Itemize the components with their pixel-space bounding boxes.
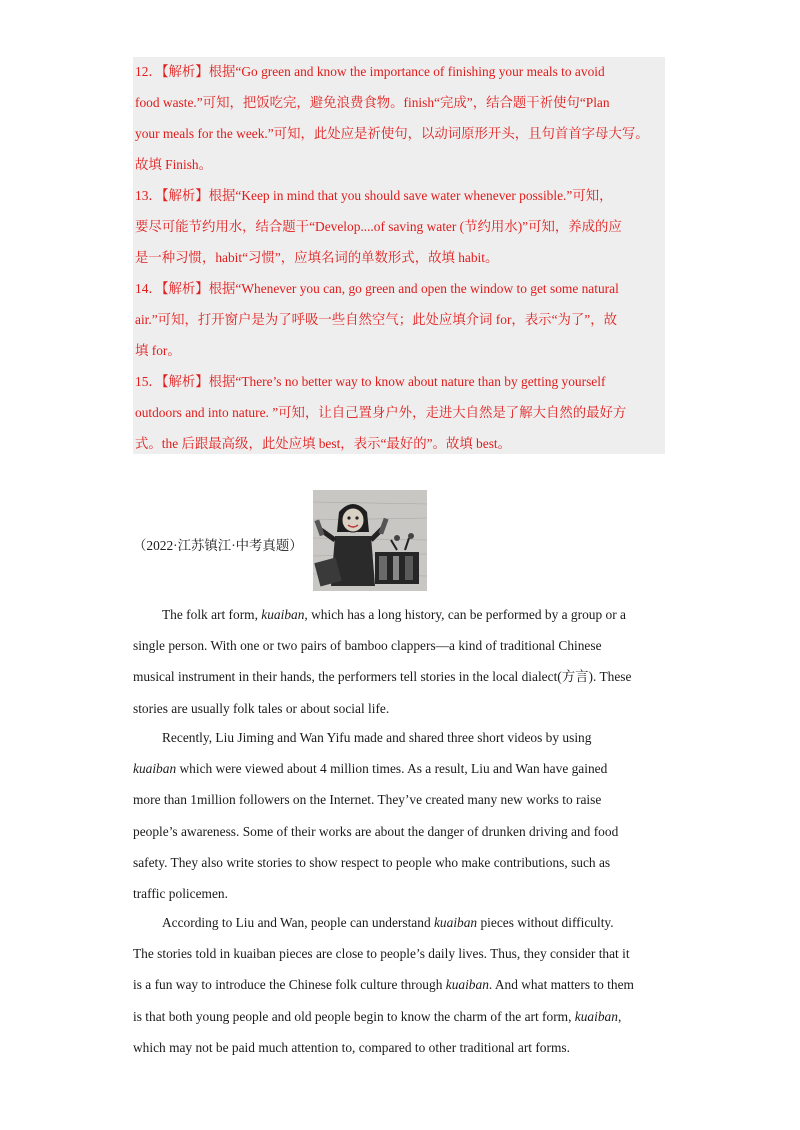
performer-illustration — [313, 490, 427, 591]
passage-line — [133, 760, 607, 778]
kuaiban-performer-drawing — [313, 490, 427, 591]
passage-text: traffic policemen. — [133, 886, 228, 901]
passage-line — [133, 637, 602, 655]
answer-line: 是一种习惯，habit“习惯”，应填名词的单数形式，故填 habit。 — [135, 250, 499, 265]
passage-text: more than 1million followers on the Internet. They’ve created many new works to raise — [133, 792, 602, 808]
passage-line — [133, 854, 610, 872]
answer-line: air.”可知，打开窗户是为了呼吸一些自然空气；此处应填介词 for，表示“为了”，故 — [135, 312, 618, 327]
passage-text: is that both young people and old people begin to know the charm of the art form, — [133, 1008, 575, 1024]
answer-line: outdoors and into nature. ”可知，让自己置身户外，走进大自然是了解大自然的最好方 — [135, 405, 627, 420]
passage-line — [133, 823, 618, 841]
passage-line — [133, 700, 389, 718]
passage-line — [133, 1008, 621, 1026]
answer-line: 14．【解析】根据“Whenever you can, go green and open the window to get some natural — [135, 281, 619, 296]
passage-text: pieces without difficulty. — [477, 915, 614, 930]
passage-text: safety. They also write stories to show respect to people who make contributions, such as — [133, 854, 611, 870]
answer-line: 式。the 后跟最高级，此处应填 best，表示“最好的”。故填 best。 — [135, 436, 512, 451]
italic-term: kuaiban — [133, 761, 177, 777]
passage-line — [133, 976, 634, 994]
passage-text: is a fun way to introduce the Chinese folk culture through — [133, 977, 446, 993]
passage-text: The stories told in kuaiban pieces are close to people’s daily lives. Thus, they consider that it — [133, 946, 630, 962]
passage-line — [162, 914, 614, 932]
italic-term: kuaiban — [261, 607, 305, 622]
passage-line — [162, 606, 626, 624]
passage-text: single person. With one or two pairs of bamboo clappers—a kind of traditional Chinese — [133, 638, 602, 654]
answer-line: 故填 Finish。 — [135, 157, 213, 172]
passage-text: which may not be paid much attention to, compared to other traditional art forms. — [133, 1039, 570, 1055]
passage-line — [162, 729, 591, 747]
italic-term: kuaiban — [574, 1008, 618, 1024]
passage-line — [133, 791, 601, 809]
passage-text: , which has a long history, can be performed by a group or a — [304, 607, 626, 622]
passage-text: Recently, Liu Jiming and Wan Yifu made and shared three short videos by using — [162, 730, 592, 745]
passage-text: According to Liu and Wan, people can understand — [162, 915, 434, 930]
passage-line — [133, 1039, 570, 1057]
passage-line — [133, 668, 631, 686]
passage-line — [133, 945, 630, 963]
answer-line: food waste.”可知，把饭吃完，避免浪费食物。finish“完成”，结合题干祈使句“Plan — [135, 95, 610, 110]
passage-text: , — [617, 1008, 622, 1024]
answer-line: 填 for。 — [135, 343, 181, 358]
passage-line — [133, 885, 228, 903]
answer-line: 15．【解析】根据“There’s no better way to know about nature than by getting yourself — [135, 374, 606, 389]
question-source: （2022·江苏镇江·中考真题） — [133, 538, 303, 553]
italic-term: kuaiban — [445, 977, 489, 993]
passage-text: people’s awareness. Some of their works are about the danger of drunken driving and food — [133, 823, 619, 839]
passage-text: musical instrument in their hands, the performers tell stories in the local dialect(方言). These — [133, 669, 632, 685]
passage-text: which were viewed about 4 million times. As a result, Liu and Wan have gained — [176, 761, 608, 777]
italic-term: kuaiban — [433, 915, 478, 930]
answer-line: 要尽可能节约用水，结合题干“Develop....of saving water (节约用水)”可知，养成的应 — [135, 219, 622, 234]
answer-line: 13．【解析】根据“Keep in mind that you should save water whenever possible.”可知， — [135, 188, 613, 203]
answer-line: your meals for the week.”可知，此处应是祈使句，以动词原形开头，且句首首字母大写。 — [135, 126, 649, 141]
passage-text: The folk art form, — [162, 607, 262, 622]
answer-line: 12．【解析】根据“Go green and know the importance of finishing your meals to avoid — [135, 64, 605, 79]
passage-text: . And what matters to them — [488, 977, 634, 993]
answer-explanations — [133, 57, 665, 454]
passage-text: stories are usually folk tales or about social life. — [133, 700, 390, 716]
